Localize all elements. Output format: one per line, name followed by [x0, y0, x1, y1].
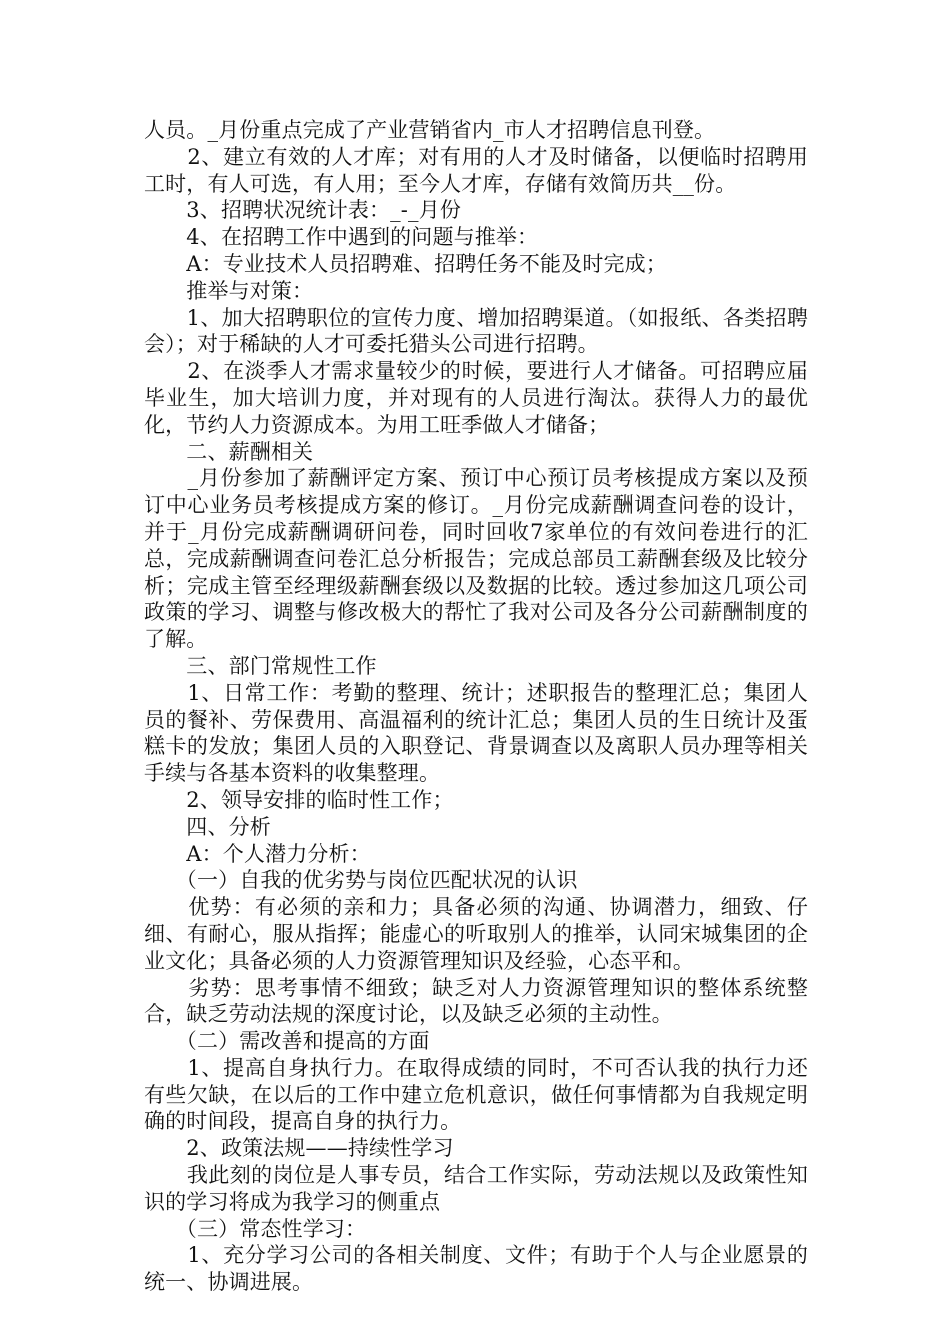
paragraph-learning-focus: 我此刻的岗位是人事专员，结合工作实际，劳动法规以及政策性知识的学习将成为我学习的侧重点	[144, 1163, 808, 1214]
section-heading-routine-work: 三、部门常规性工作	[144, 653, 377, 678]
subheading-strengths-weaknesses: （一）自我的优劣势与岗位匹配状况的认识	[144, 868, 578, 893]
document-page	[144, 117, 808, 1296]
paragraph-temporary-work: 2、领导安排的临时性工作；	[144, 787, 454, 812]
paragraph-suggestion-2: 2、在淡季人才需求量较少的时候，要进行人才储备。可招聘应届毕业生，加大培训力度，并对现有的人员进行淘汰。获得人力的最优化，节约人力资源成本。为用工旺季做人才储备；	[144, 359, 808, 437]
paragraph-talent-pool: 2、建立有效的人才库；对有用的人才及时储备，以便临时招聘用工时，有人可选，有人用；至今人才库，存储有效简历共__份。	[144, 144, 808, 196]
paragraph-weaknesses: 劣势：思考事情不细致；缺乏对人力资源管理知识的整体系统整合，缺乏劳动法规的深度讨论，以及缺乏必须的主动性。	[144, 975, 808, 1027]
paragraph-improvement-1: 1、提高自身执行力。在取得成绩的同时，不可否认我的执行力还有些欠缺，在以后的工作中建立危机意识，做任何事情都为自我规定明确的时间段，提高自身的执行力。	[144, 1055, 808, 1134]
paragraph-strengths: 优势：有必须的亲和力；具备必须的沟通、协调潜力，细致、仔细、有耐心，服从指挥；能虚心的听取别人的推举，认同宋城集团的企业文化；具备必须的人力资源管理知识及经验，心态平和。	[144, 895, 808, 973]
paragraph-recruitment-stats: 3、招聘状况统计表：_-_月份	[144, 198, 462, 223]
paragraph-daily-work: 1、日常工作：考勤的整理、统计；述职报告的整理汇总；集团人员的餐补、劳保费用、高温福利的统计汇总；集团人员的生日统计及蛋糕卡的发放；集团人员的入职登记、背景调查以及离职人员办理等相关手续与各基本资料的收集整理。	[144, 680, 808, 786]
paragraph-salary-work: _月份参加了薪酬评定方案、预订中心预订员考核提成方案以及预订中心业务员考核提成方案的修订。_月份完成薪酬调查问卷的设计，并于_月份完成薪酬调研问卷，同时回收7家单位的有效问卷进行的汇总，完成薪酬调查问卷汇总分析报告；完成总部员工薪酬套级及比较分析；完成主管至经理级薪酬套级以及数据的比较。透过参加这几项公司政策的学习、调整与修改极大的帮忙了我对公司及各分公司薪酬制度的了解。	[144, 466, 808, 652]
paragraph-suggestions-heading: 推举与对策：	[144, 278, 314, 303]
paragraph-problem-a: A：专业技术人员招聘难、招聘任务不能及时完成；	[144, 251, 667, 276]
subheading-routine-learning: （三）常态性学习：	[144, 1216, 367, 1241]
section-heading-analysis: 四、分析	[144, 814, 271, 839]
paragraph-learning-1: 1、充分学习公司的各相关制度、文件；有助于个人与企业愿景的统一、协调进展。	[144, 1243, 808, 1295]
paragraph-recruitment-problems: 4、在招聘工作中遇到的问题与推举：	[144, 225, 539, 250]
paragraph-improvement-2: 2、政策法规——持续性学习	[144, 1136, 454, 1161]
paragraph-recruitment-info: 人员。_月份重点完成了产业营销省内_市人才招聘信息刊登。	[144, 118, 716, 142]
paragraph-suggestion-1: 1、加大招聘职位的宣传力度、增加招聘渠道。（如报纸、各类招聘会）；对于稀缺的人才可委托猎头公司进行招聘。	[144, 305, 808, 357]
paragraph-personal-potential: A：个人潜力分析：	[144, 841, 371, 866]
section-heading-salary: 二、薪酬相关	[144, 439, 314, 464]
subheading-improvements: （二）需改善和提高的方面	[144, 1029, 430, 1054]
